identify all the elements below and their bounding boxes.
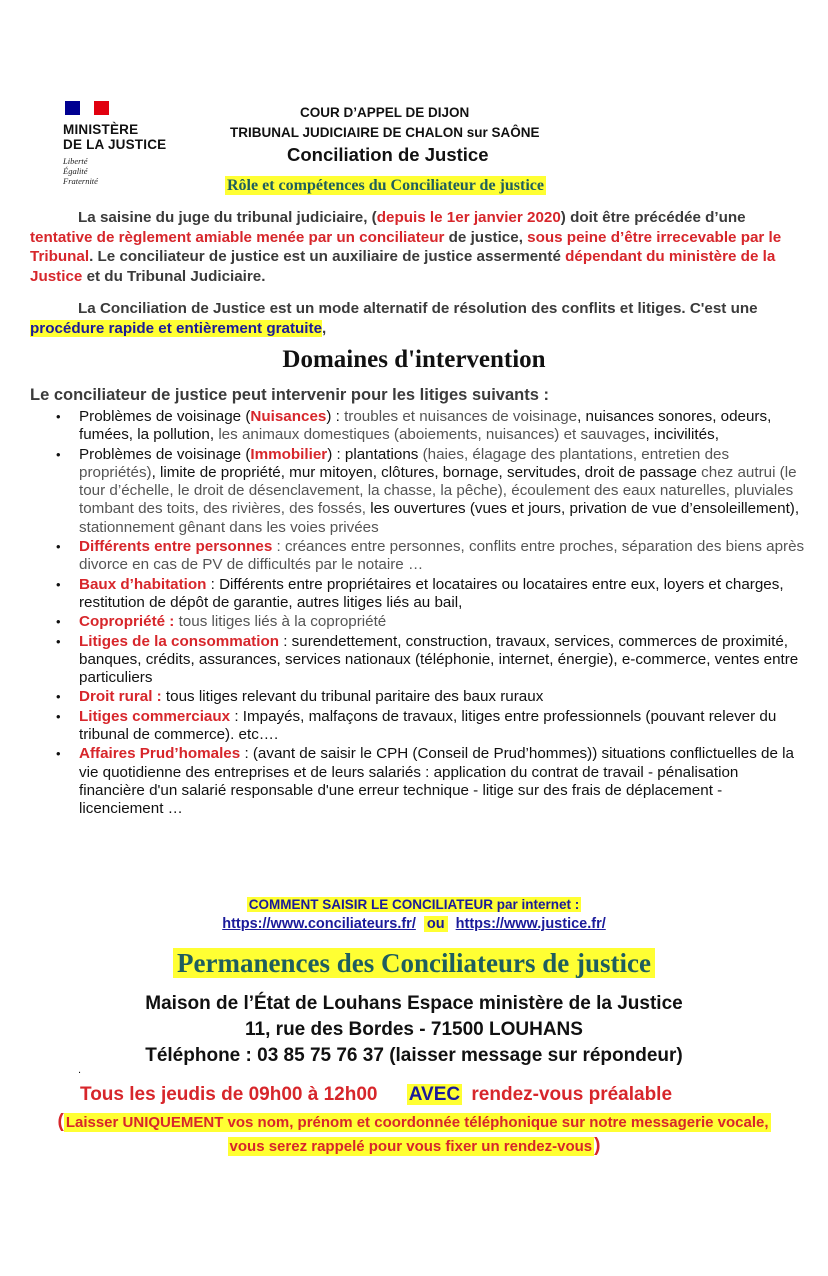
item-text: : Impayés, malfaçons de travaux, litiges entre professionnels (pouvant relever du tribunal de commerce). etc…. xyxy=(79,707,777,744)
intro-text: ) doit être précédée d’une xyxy=(560,209,746,226)
item-text: Problèmes de voisinage ( xyxy=(79,408,251,425)
list-item xyxy=(56,708,808,745)
list-item xyxy=(56,446,808,537)
item-text: les ouvertures (vues et jours, privation de vue d’ensoleillement), xyxy=(366,500,800,518)
bullet-icon: • xyxy=(56,576,61,592)
rdv-label: rendez-vous préalable xyxy=(471,1084,673,1105)
list-item xyxy=(56,408,808,445)
logo-line1: MINISTÈRE xyxy=(63,122,139,137)
intro-date: depuis le 1er janvier 2020 xyxy=(376,209,561,226)
item-text: , nuisances sonores, odeurs, fumées, la pollution, xyxy=(79,408,772,444)
subtitle-text: Rôle et compétences du Conciliateur de justice xyxy=(227,177,544,194)
item-category: Baux d’habitation xyxy=(79,575,207,593)
item-text: , limite de propriété, mur mitoyen, clôtures, bornage, servitudes, droit de passage xyxy=(151,463,702,481)
list-item xyxy=(56,576,808,613)
item-text: : Différents entre propriétaires et locataires ou locataires entre eux, loyers et charges, restitution de dépôt de garantie, autres litiges liés au bail, xyxy=(79,575,784,611)
item-category: Nuisances xyxy=(250,408,327,425)
free-procedure-highlight: procédure rapide et entièrement gratuite xyxy=(30,319,323,337)
list-item xyxy=(56,688,808,706)
item-text: : (avant de saisir le CPH (Conseil de Prud’hommes)) situations conflictuelles de la vie quotidienne des entreprises et de leurs salariés : application du contrat de travail - pénalisation financière d'un salarié responsable d'une erreur technique - litige sur des frais de déplacement - licenciement … xyxy=(79,745,794,818)
permanence-schedule: Tous les jeudis de 09h00 à 12h00 xyxy=(80,1084,378,1105)
internet-label: COMMENT SAISIR LE CONCILIATEUR par internet : xyxy=(248,897,580,912)
intro-paragraph-1 xyxy=(30,208,808,286)
justice-link[interactable]: https://www.justice.fr/ xyxy=(455,916,606,932)
appointment-note xyxy=(0,1110,828,1158)
internet-label-row xyxy=(0,897,828,912)
note-line-2 xyxy=(0,1134,828,1158)
item-category: Litiges de la consommation xyxy=(79,632,280,650)
bullet-icon: • xyxy=(56,446,61,462)
intro-highlight: tentative de règlement amiable menée par un conciliateur xyxy=(30,228,445,246)
item-text: : surendettement, construction, travaux, services, commerces de proximité, banques, crédits, assurances, services nationaux (téléphonie, internet, énergie), e-commerce, ventes entre particuliers xyxy=(79,632,799,687)
list-item xyxy=(56,745,808,818)
marianne-flag-icon xyxy=(65,101,109,115)
avec-label: AVEC xyxy=(408,1084,461,1105)
permanence-address: 11, rue des Bordes - 71500 LOUHANS xyxy=(245,1019,583,1040)
motto-egalite: Égalité xyxy=(63,166,88,176)
item-text: tous litiges relevant du tribunal paritaire des baux ruraux xyxy=(161,688,544,706)
note-text-1: Laisser UNIQUEMENT vos nom, prénom et coordonnée téléphonique sur notre messagerie vocale, xyxy=(65,1114,769,1131)
note-open-paren: ( xyxy=(57,1111,64,1132)
item-category: Copropriété : xyxy=(79,613,175,631)
bullet-icon: • xyxy=(56,708,61,724)
note-close-paren: ) xyxy=(594,1135,601,1156)
list-item xyxy=(56,633,808,688)
court-name: COUR D’APPEL DE DIJON xyxy=(300,105,470,120)
intro-highlight: dépendant du ministère de la Justice xyxy=(30,248,776,285)
item-detail: chez autrui (le tour d’échelle, le droit de désenclavement, la chasse, la pêche), écoulement des eaux naturelles, pluviales tombant des toits, des rivières, des fossés, xyxy=(79,463,797,518)
conciliateurs-link[interactable]: https://www.conciliateurs.fr/ xyxy=(222,916,416,932)
page-title: Conciliation de Justice xyxy=(287,144,489,165)
item-text: ) : plantations xyxy=(327,445,423,463)
motto-fraternite: Fraternité xyxy=(63,176,98,186)
item-category: Droit rural : xyxy=(79,688,162,706)
page-subtitle xyxy=(225,177,546,195)
item-category: Immobilier xyxy=(250,445,328,463)
list-item xyxy=(56,613,808,631)
item-detail: tous litiges liés à la copropriété xyxy=(174,613,387,631)
stray-dot: . xyxy=(78,1064,82,1076)
item-detail: les animaux domestiques (aboiements, nuisances) et sauvages xyxy=(218,426,646,444)
intro-paragraph-2 xyxy=(30,299,808,338)
item-detail: troubles et nuisances de voisinage xyxy=(344,408,578,425)
internet-links-row xyxy=(0,916,828,932)
intro-text: de justice, xyxy=(444,228,528,246)
motto-liberte: Liberté xyxy=(63,156,88,166)
bullet-icon: • xyxy=(56,746,61,762)
item-category: Différents entre personnes xyxy=(79,538,273,556)
item-text: Problèmes de voisinage ( xyxy=(79,445,251,463)
domaines-lead: Le conciliateur de justice peut intervenir pour les litiges suivants : xyxy=(30,386,549,404)
domaines-list xyxy=(56,408,808,820)
bullet-icon: • xyxy=(56,633,61,649)
permanences-heading: Permanences des Conciliateurs de justice xyxy=(173,948,655,978)
item-detail: : créances entre personnes, conflits entre proches, séparation des biens après divorce en cas de PV de difficultés par le notaire … xyxy=(79,538,805,574)
note-line-1 xyxy=(0,1110,828,1134)
tribunal-name: TRIBUNAL JUDICIAIRE DE CHALON sur SAÔNE xyxy=(230,125,540,140)
intro-text: , xyxy=(322,319,327,337)
permanence-phone: Téléphone : 03 85 75 76 37 (laisser message sur répondeur) xyxy=(145,1045,683,1066)
domaines-heading: Domaines d'intervention xyxy=(282,346,546,373)
or-label: ou xyxy=(424,916,448,932)
list-item xyxy=(56,538,808,575)
bullet-icon: • xyxy=(56,539,61,555)
intro-text: et du Tribunal Judiciaire. xyxy=(82,267,266,285)
note-text-2: vous serez rappelé pour vous fixer un rendez-vous xyxy=(229,1138,593,1155)
logo-line2: DE LA JUSTICE xyxy=(63,137,167,152)
item-detail: stationnement gênant dans les voies privées xyxy=(79,518,379,536)
item-text: , incivilités, xyxy=(645,426,719,444)
permanences-heading-row xyxy=(0,948,828,979)
intro-highlight: sous peine d’être irrecevable par le Tribunal xyxy=(30,228,782,265)
permanence-place: Maison de l’État de Louhans Espace ministère de la Justice xyxy=(145,993,683,1014)
intro-text: La Conciliation de Justice est un mode alternatif de résolution des conflits et litiges. C'est une xyxy=(78,300,758,317)
intro-text: . Le conciliateur de justice est un auxiliaire de justice assermenté xyxy=(89,248,566,265)
item-text: ) : xyxy=(326,408,345,425)
ministry-logo xyxy=(63,101,181,193)
bullet-icon: • xyxy=(56,689,61,705)
intro-text: La saisine du juge du tribunal judiciaire, ( xyxy=(78,209,377,226)
item-category: Litiges commerciaux xyxy=(79,707,231,725)
item-detail: (haies, élagage des plantations, entretien des propriétés) xyxy=(79,445,730,481)
bullet-icon: • xyxy=(56,409,61,424)
item-category: Affaires Prud’homales xyxy=(79,745,241,763)
permanence-schedule-row xyxy=(80,1084,672,1106)
bullet-icon: • xyxy=(56,614,61,630)
